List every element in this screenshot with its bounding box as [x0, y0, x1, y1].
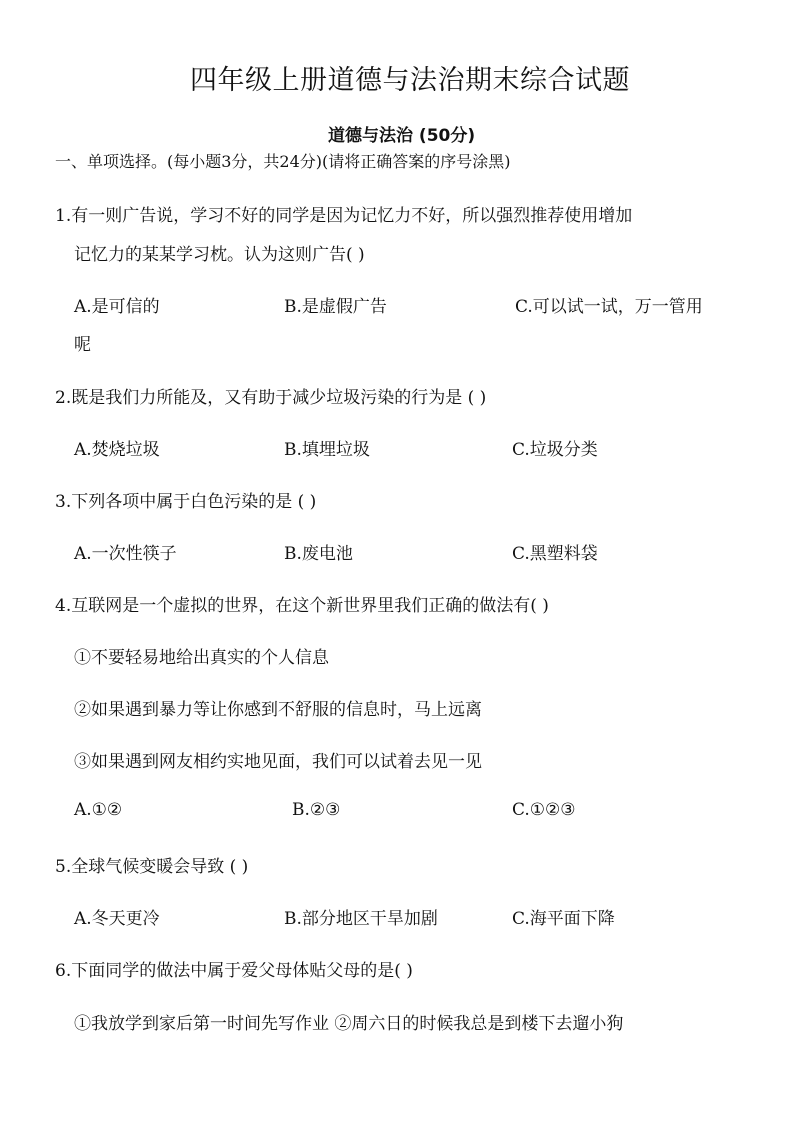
question-1-line-2: 记忆力的某某学习枕。认为这则广告( ) [74, 245, 365, 265]
question-5-option-a: A.冬天更冷 [74, 909, 160, 929]
question-1-option-b: B.是虚假广告 [284, 297, 387, 317]
question-2-line-1: 2.既是我们力所能及，又有助于减少垃圾污染的行为是 ( ) [55, 388, 487, 408]
question-3-option-b: B.废电池 [284, 544, 353, 564]
question-4-statement-1: ①不要轻易地给出真实的个人信息 [74, 648, 329, 668]
question-5-line-1: 5.全球气候变暖会导致 ( ) [55, 857, 249, 877]
question-3-option-c: C.黑塑料袋 [512, 544, 598, 564]
question-6-statement-1: ①我放学到家后第一时间先写作业 ②周六日的时候我总是到楼下去遛小狗 [74, 1014, 624, 1034]
question-6-line-1: 6.下面同学的做法中属于爱父母体贴父母的是( ) [55, 961, 413, 981]
question-1-line-1: 1.有一则广告说，学习不好的同学是因为记忆力不好，所以强烈推荐使用增加 [55, 206, 633, 226]
question-4-statement-3: ③如果遇到网友相约实地见面，我们可以试着去见一见 [74, 752, 482, 772]
question-4-option-c: C.①②③ [512, 800, 576, 820]
question-2-option-c: C.垃圾分类 [512, 440, 598, 460]
exam-title: 四年级上册道德与法治期末综合试题 [190, 65, 630, 96]
question-4-option-b: B.②③ [292, 800, 341, 820]
question-5-option-b: B.部分地区干旱加剧 [284, 909, 438, 929]
question-4-statement-2: ②如果遇到暴力等让你感到不舒服的信息时，马上远离 [74, 700, 482, 720]
question-4-option-a: A.①② [74, 800, 123, 820]
section-heading: 一、单项选择。(每小题3分，共24分)(请将正确答案的序号涂黑) [55, 152, 511, 171]
question-1-option-a: A.是可信的 [74, 297, 160, 317]
question-1-option-c-wrap: 呢 [74, 335, 91, 355]
exam-subtitle: 道德与法治 (50分) [328, 126, 476, 146]
question-2-option-b: B.填埋垃圾 [284, 440, 370, 460]
question-1-option-c: C.可以试一试，万一管用 [515, 297, 703, 317]
question-3-option-a: A.一次性筷子 [74, 544, 177, 564]
question-5-option-c: C.海平面下降 [512, 909, 615, 929]
question-4-line-1: 4.互联网是一个虚拟的世界，在这个新世界里我们正确的做法有( ) [55, 596, 549, 616]
question-2-option-a: A.焚烧垃圾 [74, 440, 160, 460]
question-3-line-1: 3.下列各项中属于白色污染的是 ( ) [55, 492, 317, 512]
